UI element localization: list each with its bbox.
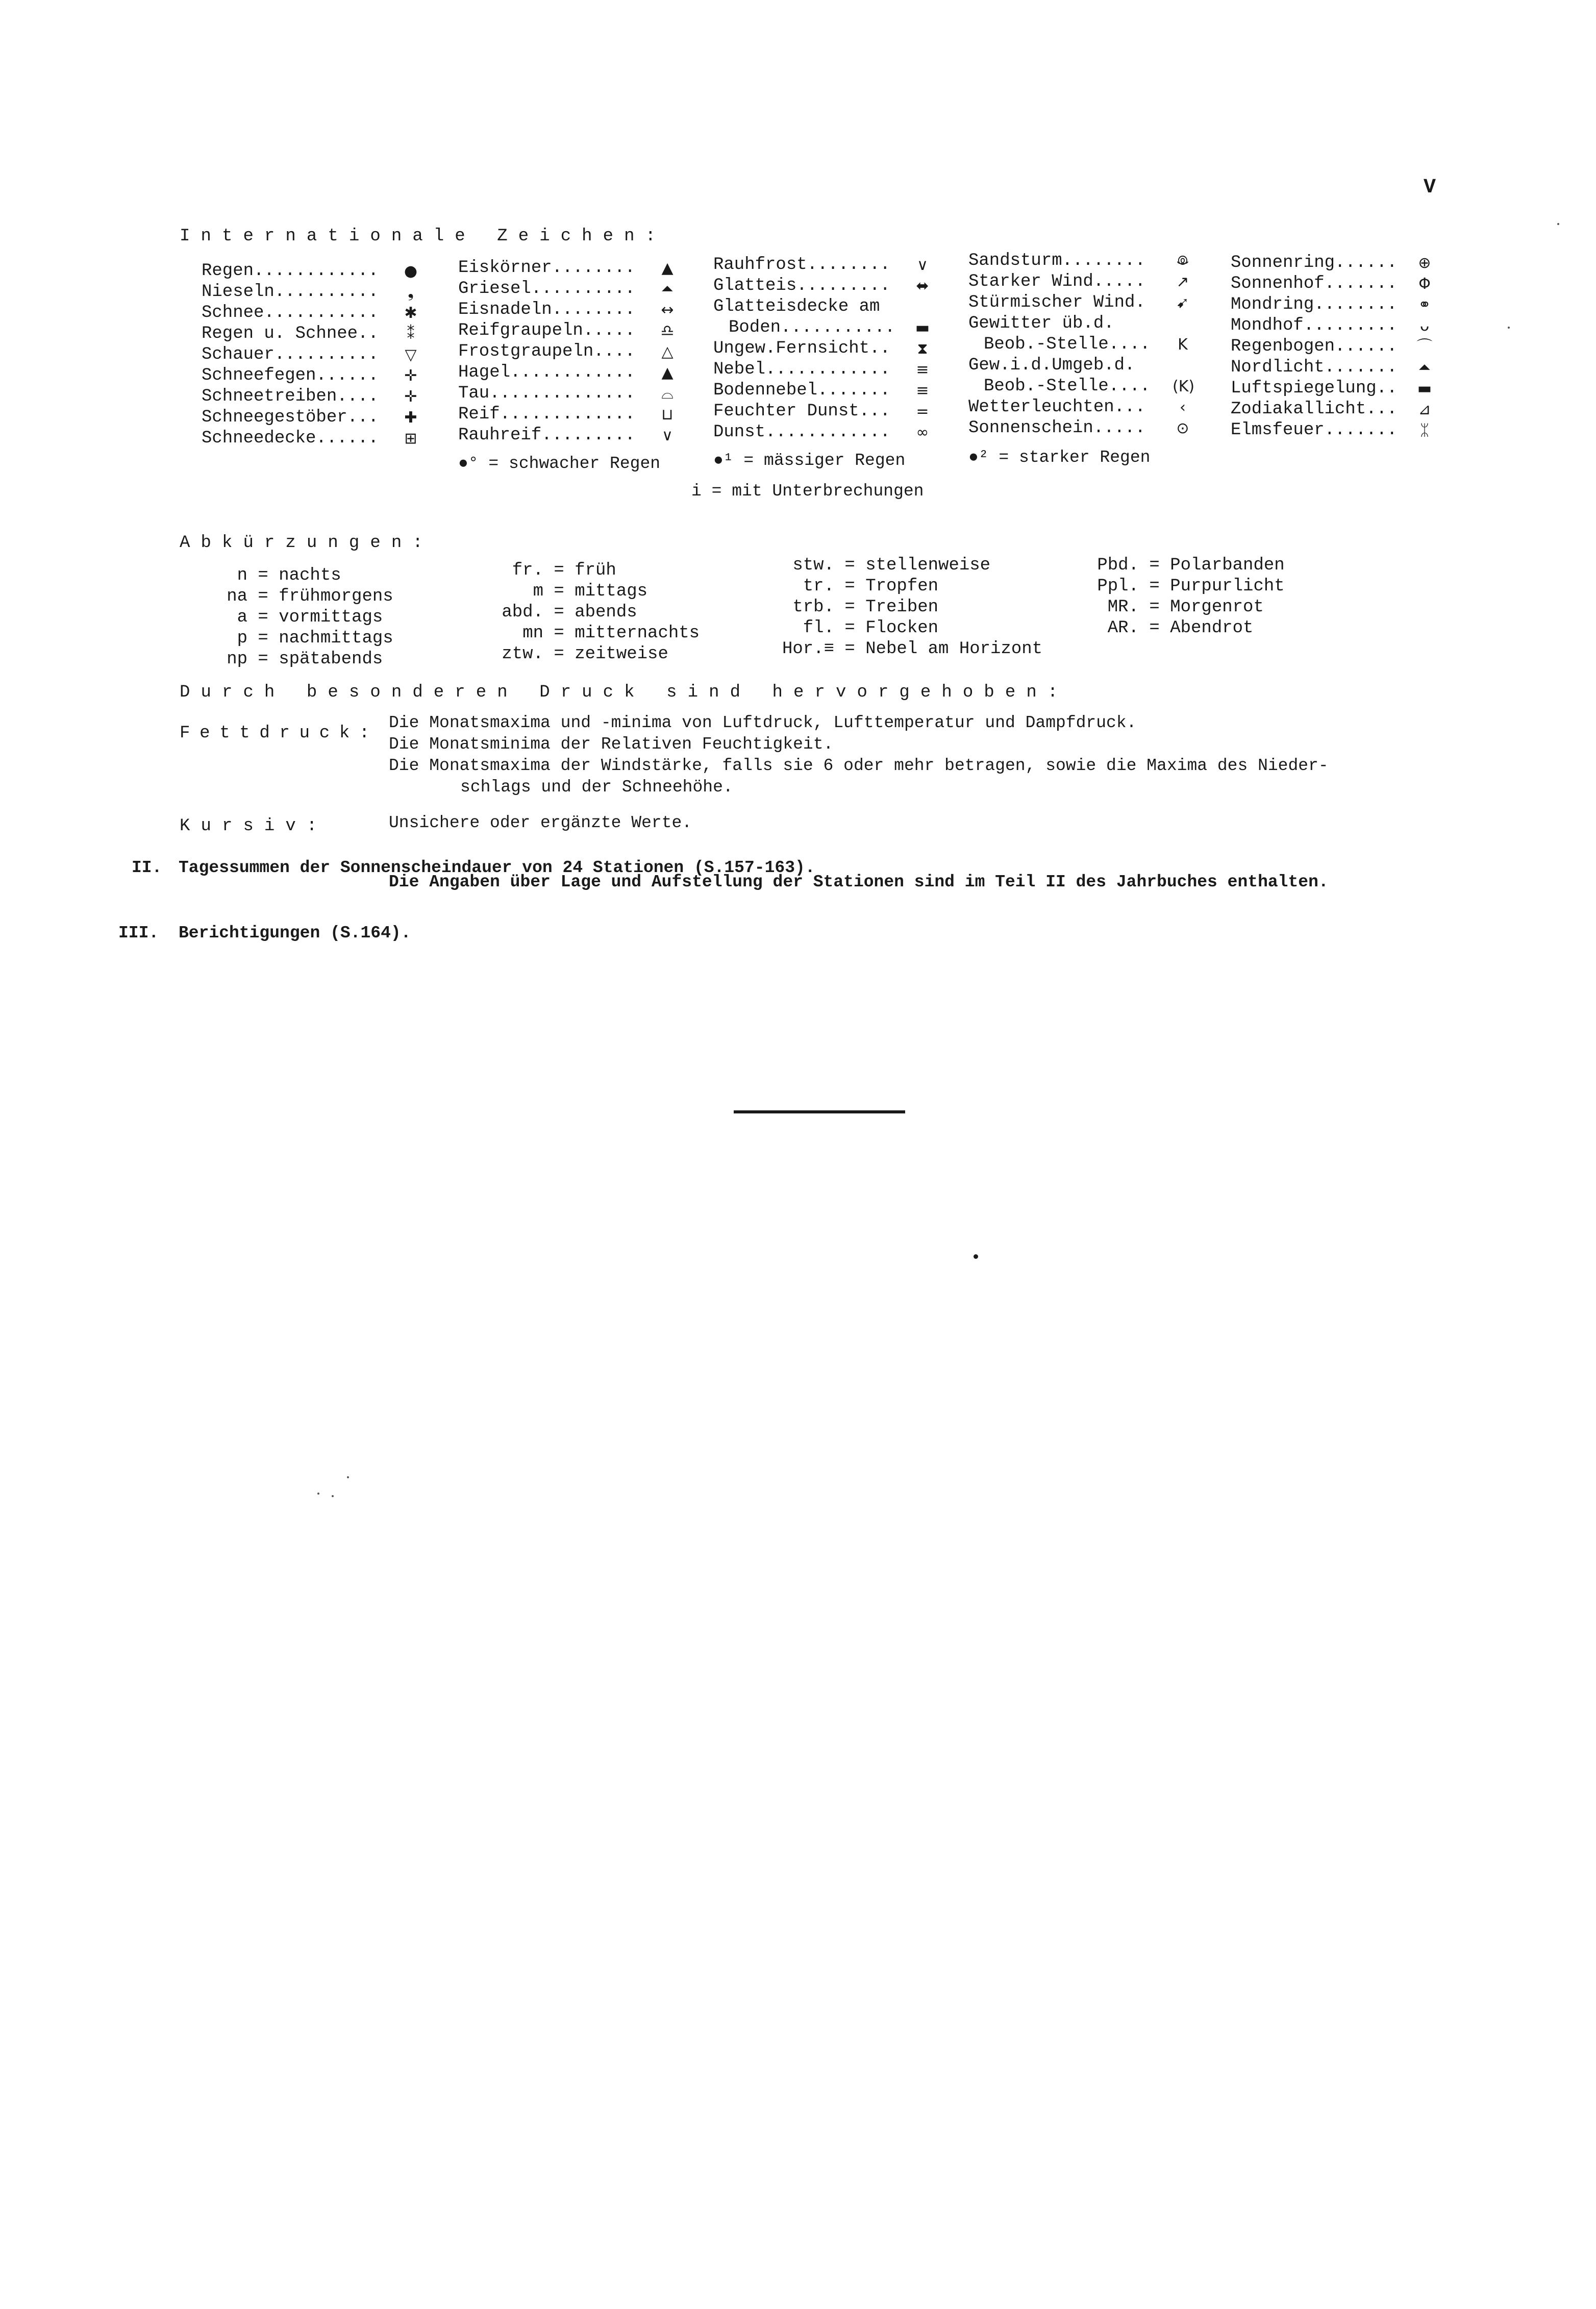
symbol-row [458,320,678,341]
symbol-label: Glatteisdecke am [713,297,880,316]
symbols-column-1 [202,261,421,449]
symbol-label: Beob.-Stelle.... [984,335,1151,354]
weather-symbol-icon: ▽ [405,346,417,364]
abbreviation-value: Abendrot [1170,618,1254,638]
abbreviation-row [487,581,700,602]
symbol-label: Nordlicht....... [1231,358,1398,377]
weather-symbol-icon: ꖘ [1176,252,1189,270]
symbol-row [713,255,933,276]
symbol-row [202,344,421,365]
symbol-label: Eisnadeln........ [458,300,635,319]
abbreviation-row [487,644,700,665]
symbol-row [968,271,1193,292]
symbol-row [968,355,1193,376]
symbol-label: Ungew.Fernsicht.. [713,339,890,358]
symbol-row [458,404,678,425]
symbol-row [713,380,933,401]
abbreviation-value: zeitweise [575,644,668,664]
weather-symbol-icon: K [1178,336,1188,354]
section-2-number: II. [132,858,162,877]
symbol-row [713,401,933,422]
symbol-label: Schneefegen...... [202,366,379,385]
abbreviation-key: n [237,566,247,585]
abbreviations-column-2 [487,560,700,665]
abbreviation-value: mittags [575,582,648,601]
symbol-label: Stürmischer Wind. [968,293,1145,312]
weather-symbol-icon: ᴗ [1419,317,1430,335]
weather-symbol-icon: ⏶ [1418,359,1431,377]
abbreviation-row [1083,555,1285,576]
weather-symbol-icon: ⌒ [1417,338,1432,356]
symbol-label: Schneedecke...... [202,429,379,448]
italic-description: Unsichere oder ergänzte Werte. [389,813,692,832]
symbol-label: Frostgraupeln.... [458,342,635,361]
equals-sign: = [1139,598,1170,617]
symbol-row [1231,294,1435,315]
horizontal-rule [734,1110,905,1113]
symbol-row [202,428,421,449]
weak-rain-label: = schwacher Regen [488,454,661,473]
symbol-label: Regenbogen...... [1231,337,1398,356]
strong-rain-label: = starker Regen [999,448,1151,467]
weather-symbol-icon: ⌓ [661,385,674,403]
abbreviation-key: fr. [512,561,543,580]
weather-symbol-icon: ✚ [404,409,417,427]
abbreviation-key: Ppl. [1097,577,1139,596]
weather-symbol-icon: ≡ [916,382,929,400]
symbol-row [202,324,421,344]
weather-symbol-icon: ▬ [1417,380,1432,398]
weather-symbol-icon: (K) [1173,378,1195,395]
symbol-label: Schneetreiben.... [202,387,379,406]
weather-symbol-icon: ↔ [661,301,674,319]
abbreviation-row [768,576,1042,597]
symbol-label: Schnee........... [202,303,379,322]
symbol-label: Rauhfrost........ [713,255,890,275]
abbreviation-value: Morgenrot [1170,598,1264,617]
abbreviations-column-4 [1083,555,1285,639]
symbol-label: Mondhof......... [1231,316,1398,335]
moderate-rain-label: = mässiger Regen [743,451,906,470]
weather-symbol-icon: ♎ [660,322,675,340]
symbol-row [458,300,678,320]
symbols-column-4 [968,251,1193,439]
symbol-row [458,383,678,404]
symbol-row [458,425,678,446]
bold-description-line: Die Monatsmaxima der Windstärke, falls sie 6 oder mehr betragen, sowie die Maxima des Nieder- [389,756,1329,775]
equals-sign: = [1139,556,1170,575]
abbreviation-row [202,607,393,628]
section-3-number: III. [118,924,159,942]
abbreviation-value: abends [575,603,637,622]
symbol-row [713,422,933,443]
weather-symbol-icon: ✛ [404,388,417,406]
abbreviation-key: trb. [792,598,834,617]
equals-sign: = [543,603,575,622]
symbol-label: Glatteis......... [713,276,890,295]
weather-symbol-icon: ✛ [404,367,417,385]
symbol-row [1231,420,1435,441]
abbreviation-value: nachmittags [279,629,393,648]
weather-symbol-icon: △ [661,343,674,361]
symbol-row [1231,357,1435,378]
scan-speck [347,1476,349,1478]
symbol-row [968,251,1193,271]
symbol-row [968,334,1193,355]
weather-symbol-icon: ∨ [917,256,928,274]
symbols-title: Internationale Zeichen: [180,227,667,246]
symbol-row [968,397,1193,418]
equals-sign: = [543,582,575,601]
abbreviation-row [202,628,393,649]
abbreviation-key: abd. [502,603,543,622]
symbol-row [1231,253,1435,274]
weather-symbol-icon: ≡ [916,361,929,379]
equals-sign: = [834,598,866,617]
symbol-row [1231,378,1435,399]
symbol-label: Reifgraupeln..... [458,321,635,340]
abbreviation-value: nachts [279,566,341,585]
symbol-label: Rauhreif......... [458,426,635,445]
symbol-row [202,261,421,282]
symbols-column-5 [1231,253,1435,441]
abbreviation-row [202,649,393,670]
abbreviation-key: mn [522,624,543,643]
symbol-label: Dunst............ [713,423,890,442]
symbol-row [1231,336,1435,357]
weather-symbol-icon: ▲ [661,259,674,277]
abbreviation-row [768,618,1042,639]
abbreviation-key: Pbd. [1097,556,1139,575]
abbreviation-value: mitternachts [575,624,700,643]
abbreviation-key: np [227,650,247,669]
symbol-label: Boden........... [729,318,895,337]
symbol-label: Gewitter üb.d. [968,314,1114,333]
abbreviation-row [768,639,1042,660]
symbol-row [713,317,933,338]
abbreviation-key: tr. [803,577,834,596]
abbreviation-value: früh [575,561,616,580]
weather-symbol-icon: ➹ [1176,294,1189,312]
abbreviation-value: Tropfen [865,577,939,596]
weather-symbol-icon: ᛯ [1420,421,1429,439]
emphasis-title: Durch besonderen Druck sind hervorgehoben: [180,683,1069,702]
abbreviation-value: Nebel am Horizont [865,639,1043,659]
equals-sign: = [543,561,575,580]
page-number: V [1424,176,1436,199]
abbreviation-row [1083,597,1285,618]
symbol-row [968,376,1193,397]
weather-symbol-icon: ⊔ [661,406,674,424]
abbreviation-value: vormittags [279,608,383,627]
symbol-label: Luftspiegelung.. [1231,379,1398,398]
symbol-row [1231,274,1435,294]
symbols-column-2 [458,258,678,446]
symbol-label: Mondring........ [1231,295,1398,314]
weather-symbol-icon: ⁑ [407,325,415,343]
strong-rain-symbol: ●² [968,448,989,467]
weather-symbol-icon: = [916,403,929,420]
symbol-label: Griesel.......... [458,279,635,299]
equals-sign: = [834,639,866,659]
symbol-label: Starker Wind..... [968,272,1145,291]
abbreviation-row [202,586,393,607]
symbol-label: Wetterleuchten... [968,398,1145,417]
abbreviation-value: Flocken [865,618,939,638]
equals-sign: = [834,577,866,596]
bold-description-line: schlags und der Schneehöhe. [460,778,733,797]
abbreviation-key: AR. [1107,618,1139,638]
abbreviations-column-1 [202,565,393,670]
weather-symbol-icon: ⊙ [1176,419,1189,437]
scan-speck [1557,223,1559,225]
symbol-label: Gew.i.d.Umgeb.d. [968,356,1135,375]
symbol-label: Zodiakallicht... [1231,400,1398,419]
symbol-row [202,282,421,303]
weather-symbol-icon: ▬ [915,319,930,337]
bold-label: Fettdruck: [180,724,380,743]
abbreviation-key: ztw. [502,644,543,664]
strong-rain-note [968,448,1150,467]
equals-sign: = [247,650,279,669]
interrupted-note: i = mit Unterbrechungen [691,482,924,501]
weather-symbol-icon: ❟ [408,283,414,301]
symbol-label: Eiskörner........ [458,258,635,278]
symbol-label: Sonnenhof....... [1231,274,1398,293]
weather-symbol-icon: ⊿ [1418,401,1431,418]
abbreviation-row [768,555,1042,576]
weather-symbol-icon: ● [404,262,418,280]
bold-description [389,712,1329,798]
scan-speck [1508,327,1510,329]
symbol-row [1231,315,1435,336]
abbreviation-value: stellenweise [865,556,991,575]
abbreviation-key: stw. [792,556,834,575]
symbol-label: Bodennebel....... [713,381,890,400]
abbreviation-row [768,597,1042,618]
abbreviation-key: Hor.≡ [782,639,834,659]
italic-label: Kursiv: [180,816,328,836]
weather-symbol-icon: Φ [1418,275,1431,293]
symbol-row [458,258,678,279]
bold-description-line: Die Monatsminima der Relativen Feuchtigkeit. [389,735,834,754]
symbol-label: Reif............. [458,405,635,424]
symbol-label: Regen............ [202,261,379,281]
symbol-row [1231,399,1435,420]
equals-sign: = [247,587,279,606]
abbreviation-key: m [533,582,543,601]
bold-description-line: Die Monatsmaxima und -minima von Luftdruck, Lufttemperatur und Dampfdruck. [389,713,1137,732]
abbreviation-key: p [237,629,247,648]
abbreviation-row [1083,576,1285,597]
section-2-title: Tagessummen der Sonnenscheindauer von 24 Stationen (S.157-163). [179,858,815,877]
moderate-rain-symbol: ●¹ [713,451,734,470]
abbreviation-row [202,565,393,586]
weather-symbol-icon: ⧗ [917,340,928,358]
symbol-label: Nebel............ [713,360,890,379]
symbol-row [202,303,421,324]
abbreviation-row [487,623,700,644]
abbreviation-value: spätabends [279,650,383,669]
symbol-label: Sonnenschein..... [968,418,1145,438]
abbreviation-row [487,560,700,581]
scan-speck [317,1493,319,1495]
weather-symbol-icon: ∨ [662,427,673,444]
equals-sign: = [247,629,279,648]
equals-sign: = [247,608,279,627]
symbol-label: Hagel............ [458,363,635,382]
symbol-label: Schauer.......... [202,345,379,364]
weather-symbol-icon: ▲ [661,364,674,382]
symbol-label: Nieseln.......... [202,282,379,302]
symbol-row [968,292,1193,313]
symbol-row [202,365,421,386]
weather-symbol-icon: ⏶ [661,280,674,298]
symbols-column-3 [713,255,933,443]
symbol-label: Feuchter Dunst... [713,402,890,421]
scan-speck [332,1495,334,1497]
scan-speck [974,1254,978,1259]
moderate-rain-note [713,451,905,470]
symbol-row [458,362,678,383]
symbol-row [458,341,678,362]
weather-symbol-icon: ⬌ [916,277,929,295]
symbol-row [713,296,933,317]
equals-sign: = [1139,577,1170,596]
abbreviation-key: na [227,587,247,606]
equals-sign: = [247,566,279,585]
symbol-row [458,279,678,300]
section-2-note: Die Angaben über Lage und Aufstellung der Stationen sind im Teil II des Jahrbuches enthalten. [389,873,1329,891]
symbol-row [713,338,933,359]
weather-symbol-icon: ⚭ [1418,296,1431,314]
symbol-row [202,407,421,428]
weather-symbol-icon: ↗ [1176,273,1189,291]
symbol-row [713,359,933,380]
abbreviation-value: Polarbanden [1170,556,1285,575]
weather-symbol-icon: ✱ [404,304,417,322]
symbol-label: Tau.............. [458,384,635,403]
weather-symbol-icon: ∞ [916,424,929,441]
abbreviation-row [487,602,700,623]
weather-symbol-icon: ‹ [1180,399,1186,416]
symbol-row [968,418,1193,439]
abbreviation-row [1083,618,1285,639]
symbol-label: Sonnenring...... [1231,253,1398,272]
section-3-title: Berichtigungen (S.164). [179,924,411,942]
symbol-row [713,276,933,296]
abbreviation-value: Purpurlicht [1170,577,1285,596]
weather-symbol-icon: ⊕ [1418,254,1431,272]
weak-rain-symbol: ●° [458,454,479,473]
equals-sign: = [543,644,575,664]
symbol-label: Sandsturm........ [968,251,1145,270]
abbreviation-key: MR. [1107,598,1139,617]
symbol-row [968,313,1193,334]
equals-sign: = [1139,618,1170,638]
abbreviation-key: fl. [803,618,834,638]
symbol-label: Schneegestöber... [202,408,379,427]
equals-sign: = [543,624,575,643]
symbol-label: Beob.-Stelle.... [984,377,1151,396]
equals-sign: = [834,618,866,638]
symbol-row [202,386,421,407]
equals-sign: = [834,556,866,575]
abbreviations-title: Abkürzungen: [180,533,434,553]
abbreviation-value: frühmorgens [279,587,393,606]
abbreviations-column-3 [768,555,1042,660]
symbol-label: Regen u. Schnee.. [202,324,379,343]
symbol-label: Elmsfeuer....... [1231,420,1398,440]
abbreviation-value: Treiben [865,598,939,617]
abbreviation-key: a [237,608,247,627]
weather-symbol-icon: ⊞ [404,430,417,448]
weak-rain-note [458,454,660,473]
